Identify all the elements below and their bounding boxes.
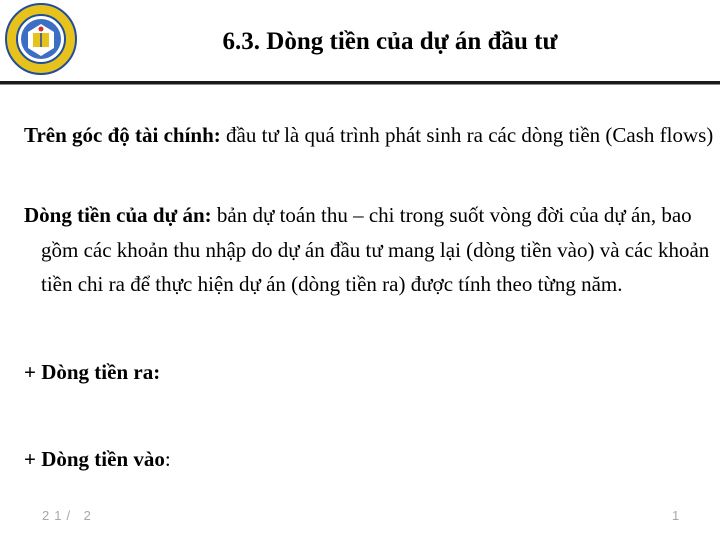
title-divider [0,81,720,85]
paragraph-text: đầu tư là quá trình phát sinh ra các dòng tiền (Cash flows) [220,123,714,147]
paragraph-text: : [164,447,171,471]
footer-date: 21/ 2 [42,508,96,523]
academy-logo-icon [4,2,78,76]
slide-title: 6.3. Dòng tiền của dự án đầu tư [222,28,558,55]
paragraph-label: Trên góc độ tài chính: [24,123,221,147]
paragraph-text: bản dự toán thu – chi trong suốt vòng đời của dự án, bao gồm các khoản thu nhập do dự án đầu tư mang lại (dòng tiền vào) và các khoản tiền chi ra để thực hiện dự án (dòng tiền ra) được tính theo từng năm. [41,203,710,296]
paragraph-label: + Dòng tiền vào [24,447,165,471]
paragraph-label: Dòng tiền của dự án: [24,203,212,227]
paragraph-cash-inflow [24,442,717,477]
paragraph-project-cash-flow [24,198,717,302]
paragraph-financial-perspective [24,118,717,153]
paragraph-cash-outflow [24,355,717,390]
footer-page-number: 1 [672,508,680,523]
paragraph-label: + Dòng tiền ra: [24,360,161,384]
